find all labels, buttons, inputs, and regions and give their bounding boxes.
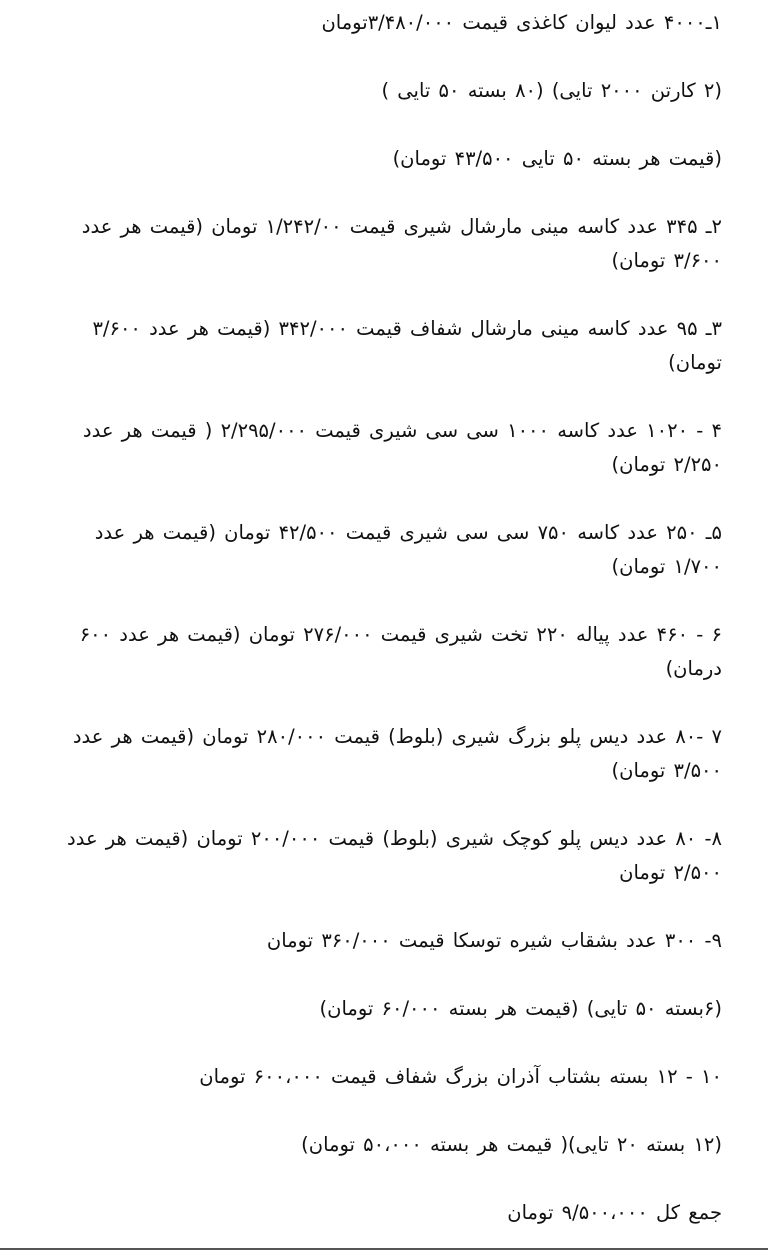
item-10-line: ۱۰ - ۱۲ بسته بشتاب آذران بزرگ شفاف قیمت ۶۰۰،۰۰۰ تومان [199, 1065, 722, 1088]
item-1-unit-price-line: (قیمت هر بسته ۵۰ تایی ۴۳/۵۰۰ تومان) [392, 147, 722, 170]
item-1-line: ۱ـ۴۰۰۰ عدد لیوان کاغذی قیمت ۳/۴۸۰/۰۰۰تومان [321, 11, 722, 34]
bottom-divider [0, 1248, 768, 1250]
item-7-line: ۷ -۸۰ عدد دیس پلو بزرگ شیری (بلوط) قیمت ۲۸۰/۰۰۰ تومان (قیمت هر عدد ۳/۵۰۰ تومان) [72, 725, 722, 782]
item-8-line: ۸- ۸۰ عدد دیس پلو کوچک شیری (بلوط) قیمت ۲۰۰/۰۰۰ تومان (قیمت هر عدد ۲/۵۰۰ تومان [67, 827, 722, 884]
item-9-packaging-line: (۶بسته ۵۰ تایی) (قیمت هر بسته ۶۰/۰۰۰ تومان) [319, 997, 722, 1020]
item-2-line: ۲ـ ۳۴۵ عدد کاسه مینی مارشال شیری قیمت ۱/۲۴۲/۰۰ تومان (قیمت هر عدد ۳/۶۰۰ تومان) [81, 215, 722, 272]
item-10-packaging-line: (۱۲ بسته ۲۰ تایی)( قیمت هر بسته ۵۰،۰۰۰ تومان) [301, 1133, 722, 1156]
item-6-line: ۶ - ۴۶۰ عدد پیاله ۲۲۰ تخت شیری قیمت ۲۷۶/۰۰۰ تومان (قیمت هر عدد ۶۰۰ درمان) [79, 623, 722, 680]
grand-total-line: جمع کل ۹/۵۰۰،۰۰۰ تومان [507, 1201, 722, 1224]
item-5-line: ۵ـ ۲۵۰ عدد کاسه ۷۵۰ سی سی شیری قیمت ۴۲/۵۰۰ تومان (قیمت هر عدد ۱/۷۰۰ تومان) [94, 521, 722, 578]
item-1-packaging-line: (۲ کارتن ۲۰۰۰ تایی) (۸۰ بسته ۵۰ تایی ) [381, 79, 722, 102]
item-9-line: ۹- ۳۰۰ عدد بشقاب شیره توسکا قیمت ۳۶۰/۰۰۰ تومان [266, 929, 722, 952]
item-4-line: ۴ - ۱۰۲۰ عدد کاسه ۱۰۰۰ سی سی شیری قیمت ۲/۲۹۵/۰۰۰ ( قیمت هر عدد ۲/۲۵۰ تومان) [82, 419, 722, 476]
item-3-line: ۳ـ ۹۵ عدد کاسه مینی مارشال شفاف قیمت ۳۴۲/۰۰۰ (قیمت هر عدد ۳/۶۰۰ تومان) [92, 317, 722, 374]
